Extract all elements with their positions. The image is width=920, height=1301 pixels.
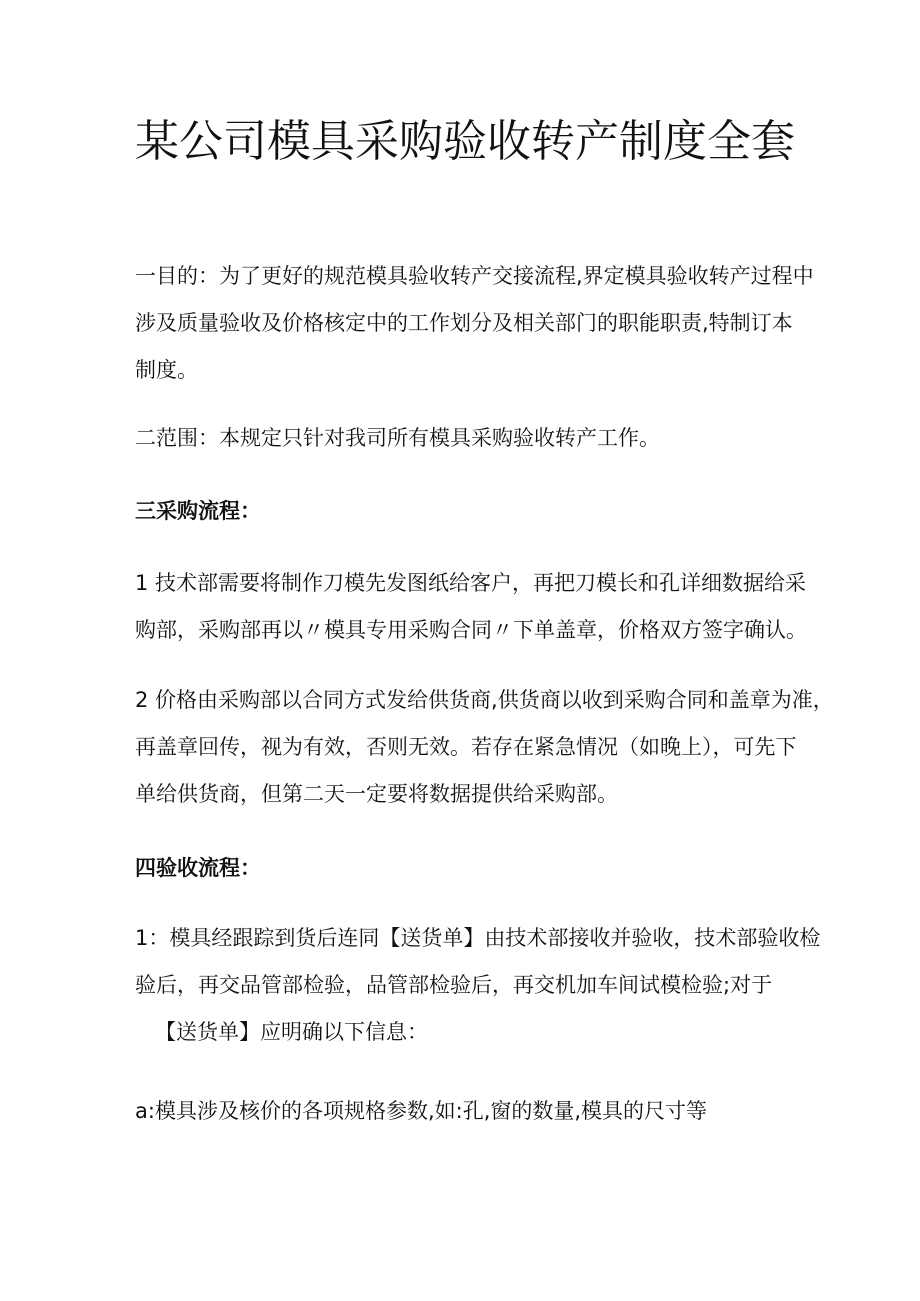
scope-paragraph <box>135 415 807 462</box>
section-heading-procurement: 三采购流程： <box>135 499 261 523</box>
paragraph-line: 验后，再交品管部检验，品管部检验后，再交机加车间试模检验;对于 <box>135 973 773 997</box>
paragraph-line: 购部，采购部再以〃模具专用采购合同〃下单盖章，价格双方签字确认。 <box>135 618 807 642</box>
paragraph-line: 1 技术部需要将制作刀模先发图纸给客户，再把刀模长和孔详细数据给采 <box>135 571 807 595</box>
section-heading-inspection: 四验收流程： <box>135 856 261 880</box>
inspection-step-1 <box>135 915 821 1056</box>
procurement-step-2 <box>135 677 834 818</box>
paragraph-line: 2 价格由采购部以合同方式发给供货商,供货商以收到采购合同和盖章为准， <box>135 688 834 712</box>
paragraph-line: 再盖章回传，视为有效，否则无效。若存在紧急情况（如晚上），可先下 <box>135 735 797 759</box>
procurement-step-1 <box>135 560 807 654</box>
document-title: 某公司模具采购验收转产制度全套 <box>135 116 795 167</box>
paragraph-line: 二范围：本规定只针对我司所有模具采购验收转产工作。 <box>135 426 660 450</box>
inspection-item-a <box>135 1088 807 1135</box>
paragraph-line: 涉及质量验收及价格核定中的工作划分及相关部门的职能职责,特制订本 <box>135 311 793 335</box>
purpose-paragraph <box>135 253 814 394</box>
paragraph-line: 制度。 <box>135 358 198 382</box>
paragraph-line: 单给供货商，但第二天一定要将数据提供给采购部。 <box>135 782 618 806</box>
paragraph-line: 一目的：为了更好的规范模具验收转产交接流程,界定模具验收转产过程中 <box>135 264 814 288</box>
paragraph-line: 【送货单】应明确以下信息： <box>155 1020 428 1044</box>
paragraph-line: 1：模具经跟踪到货后连同【送货单】由技术部接收并验收，技术部验收检 <box>135 926 821 950</box>
paragraph-line: a:模具涉及核价的各项规格参数,如:孔,窗的数量,模具的尺寸等 <box>135 1099 708 1123</box>
